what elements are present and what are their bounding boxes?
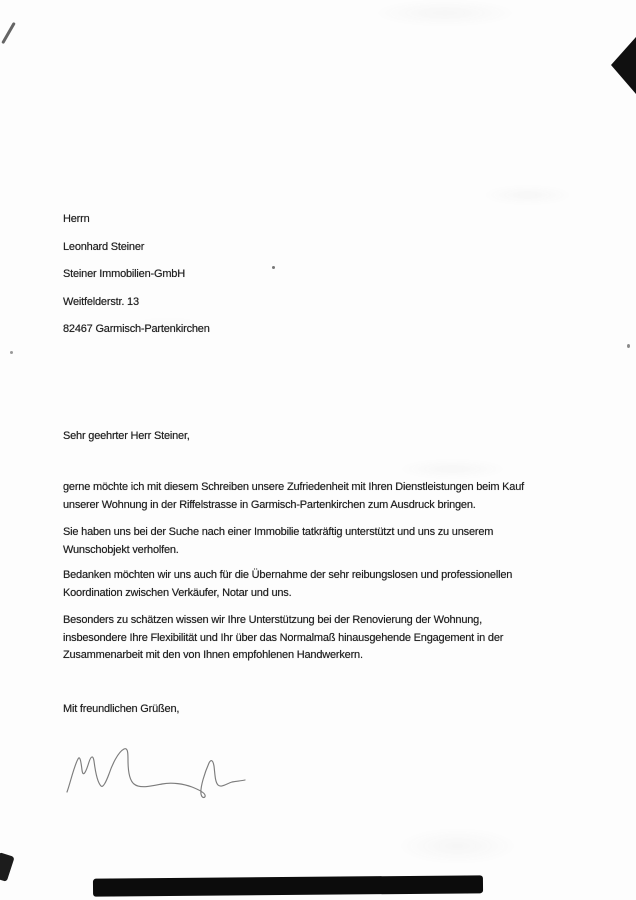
scan-artifact-bottom-left-nub [0, 852, 15, 882]
body-paragraph [63, 612, 503, 665]
body-line: Sie haben uns bei der Suche nach einer Immobilie tatkräftig unterstützt und uns zu unserem [63, 526, 494, 538]
recipient-line: Weitfelderstr. 13 [63, 295, 139, 308]
closing-salutation: Mit freundlichen Grüßen, [63, 703, 180, 715]
body-paragraph [63, 524, 493, 559]
recipient-line: Leonhard Steiner [63, 240, 145, 253]
scan-speck [272, 266, 275, 269]
body-line: Koordination zwischen Verkäufer, Notar und uns. [63, 586, 292, 599]
scan-smudge [480, 186, 575, 204]
body-line: gerne möchte ich mit diesem Schreiben unsere Zufriedenheit mit Ihren Dienstleistungen beim Kauf [63, 481, 524, 493]
scan-artifact-wedge-top-right [611, 37, 636, 94]
body-line: Besonders zu schätzen wissen wir Ihre Unterstützung bei der Renovierung der Wohnung, [63, 614, 482, 626]
scan-speck [10, 351, 13, 354]
body-line: Wunschobjekt verholfen. [63, 543, 179, 556]
body-paragraph [63, 567, 512, 602]
body-line: Bedanken möchten wir uns auch für die Übernahme der sehr reibungslosen und professionellen [63, 569, 513, 581]
scan-speck [627, 344, 630, 348]
recipient-line: Steiner Immobilien-GmbH [63, 268, 185, 280]
salutation: Sehr geehrter Herr Steiner, [63, 430, 190, 442]
scan-artifact-bottom-bar [93, 875, 483, 896]
recipient-line: 82467 Garmisch-Partenkirchen [63, 323, 210, 335]
handwritten-signature [58, 742, 253, 804]
scan-smudge [370, 0, 520, 26]
recipient-line: Herrn [63, 213, 90, 225]
scan-smudge [395, 828, 520, 864]
recipient-address-block [63, 206, 210, 344]
body-line: Zusammenarbeit mit den von Ihnen empfohlenen Handwerkern. [63, 649, 363, 661]
scan-artifact-slash-top-left [1, 22, 16, 44]
scan-smudge [395, 460, 510, 478]
body-paragraph [63, 479, 524, 514]
body-line: insbesondere Ihre Flexibilität und Ihr über das Normalmaß hinausgehende Engagement in der [63, 631, 504, 644]
body-line: unserer Wohnung in der Riffelstrasse in Garmisch-Partenkirchen zum Ausdruck bringen. [63, 498, 476, 511]
